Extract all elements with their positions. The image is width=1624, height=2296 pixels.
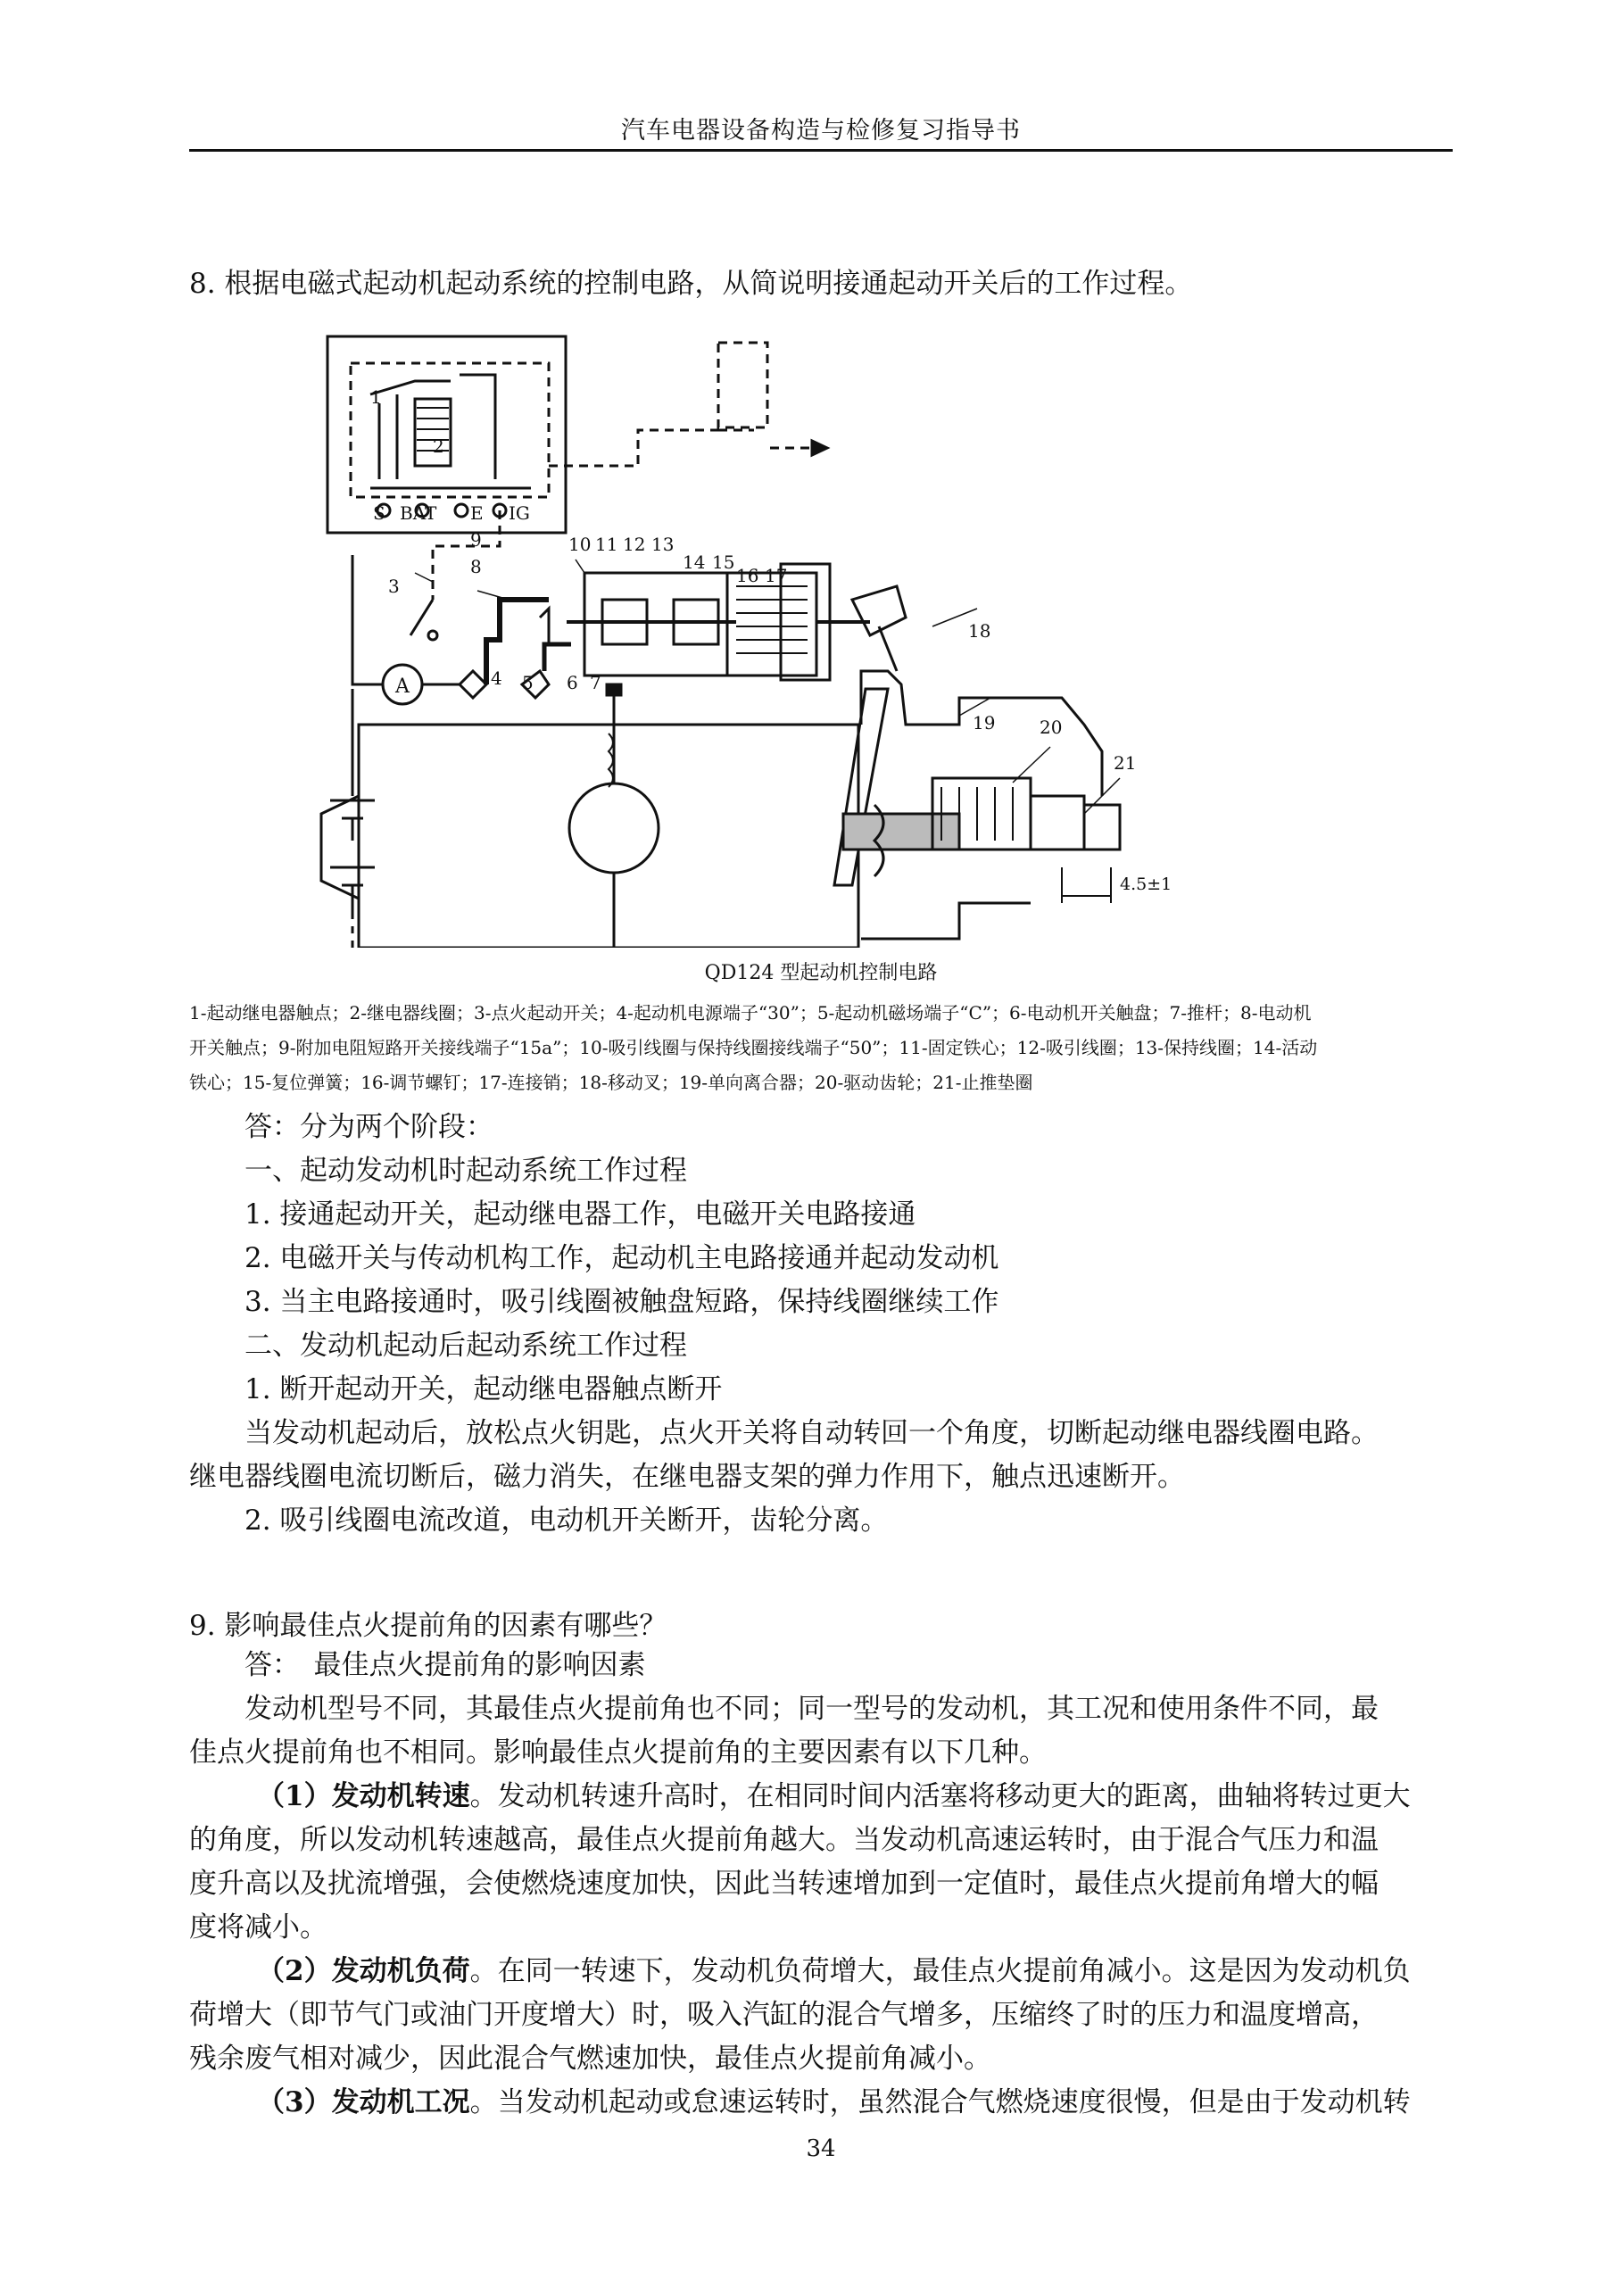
part-label-20: 20 [1040,717,1063,738]
part-label-10: 10 [568,534,592,555]
factor-1-label: （1）发动机转速 [257,1780,470,1812]
answer-line: 继电器线圈电流切断后，磁力消失，在继电器支架的弹力作用下，触点迅速断开。 [189,1461,1185,1493]
terminal-label-e: E [470,502,484,524]
header-rule [189,149,1453,152]
factor-3-line: （3）发动机工况。当发动机起动或怠速运转时，虽然混合气燃烧速度很慢，但是由于发动机转 [257,2086,1411,2118]
answer-line: 答：分为两个阶段： [244,1111,493,1143]
part-label-16: 16 [736,565,759,586]
answer-line: 2. 电磁开关与传动机构工作，起动机主电路接通并起动发动机 [244,1242,999,1274]
answer-line: 荷增大（即节气门或油门开度增大）时，吸入汽缸的混合气增多，压缩终了时的压力和温度增高， [189,1999,1379,2031]
legend-line: 铁心；15-复位弹簧；16-调节螺钉；17-连接销；18-移动叉；19-单向离合器；20-驱动齿轮；21-止推垫圈 [189,1072,1033,1093]
answer-line: 2. 吸引线圈电流改道，电动机开关断开，齿轮分离。 [244,1504,889,1537]
part-label-1: 1 [370,386,382,408]
factor-3-label: （3）发动机工况 [257,2086,470,2118]
legend-line: 1-起动继电器触点；2-继电器线圈；3-点火起动开关；4-起动机电源端子“30”；5-起动机磁场端子“C”；6-电动机开关触盘；7-推杆；8-电动机 [189,1002,1312,1024]
terminal-label-ig: IG [509,502,530,524]
part-label-13: 13 [651,534,675,555]
part-label-3: 3 [388,576,400,597]
answer-head: 答： 最佳点火提前角的影响因素 [244,1649,646,1681]
factor-1-line: （1）发动机转速。发动机转速升高时，在相同时间内活塞将移动更大的距离，曲轴将转过更大 [257,1780,1411,1812]
part-label-11: 11 [595,534,618,555]
part-label-12: 12 [623,534,646,555]
part-label-21: 21 [1114,752,1137,774]
answer-line: 的角度，所以发动机转速越高，最佳点火提前角越大。当发动机高速运转时，由于混合气压力和温 [189,1824,1379,1856]
part-label-18: 18 [968,620,991,642]
part-label-14: 14 [683,551,706,573]
answer-line: 佳点火提前角也不相同。影响最佳点火提前角的主要因素有以下几种。 [189,1737,1047,1769]
legend-line: 开关触点；9-附加电阻短路开关接线端子“15a”；10-吸引线圈与保持线圈接线端子“50”；11-固定铁心；12-吸引线圈；13-保持线圈；14-活动 [189,1037,1318,1058]
answer-line: 当发动机起动后，放松点火钥匙，点火开关将自动转回一个角度，切断起动继电器线圈电路。 [244,1417,1379,1449]
ammeter-label: A [395,676,410,698]
answer-line: 度将减小。 [189,1911,327,1944]
part-label-19: 19 [973,712,996,734]
part-label-17: 17 [765,565,788,586]
part-label-4: 4 [491,667,502,689]
part-label-2: 2 [433,435,444,457]
question-8: 8. 根据电磁式起动机起动系统的控制电路，从简说明接通起动开关后的工作过程。 [189,268,1193,300]
factor-2-line: （2）发动机负荷。在同一转速下，发动机负荷增大，最佳点火提前角减小。这是因为发动机负 [257,1955,1411,1987]
question-9: 9. 影响最佳点火提前角的因素有哪些？ [189,1610,667,1642]
answer-line: 1. 接通起动开关，起动继电器工作，电磁开关电路接通 [244,1198,916,1231]
answer-line: 残余废气相对减少，因此混合气燃速加快，最佳点火提前角减小。 [189,2043,991,2075]
part-label-7: 7 [590,672,601,693]
answer-line: 二、发动机起动后起动系统工作过程 [244,1330,687,1362]
part-label-9: 9 [470,529,482,551]
part-label-6: 6 [567,672,578,693]
part-label-8: 8 [470,556,482,577]
starter-control-circuit-diagram [317,332,1218,948]
figure-caption: QD124 型起动机控制电路 [704,962,938,984]
part-label-15: 15 [712,551,735,573]
terminal-label-s: S [373,502,385,524]
answer-line: 1. 断开起动开关，起动继电器触点断开 [244,1373,723,1405]
answer-line: 一、起动发动机时起动系统工作过程 [244,1155,687,1187]
answer-8 [189,1107,1453,1545]
dimension-label: 4.5±1 [1120,874,1172,894]
terminal-label-bat: BAT [400,502,437,524]
answer-9 [189,1645,1453,2126]
answer-line: 3. 当主电路接通时，吸引线圈被触盘短路，保持线圈继续工作 [244,1286,999,1318]
part-label-5: 5 [522,672,534,693]
factor-2-label: （2）发动机负荷 [257,1955,470,1987]
answer-line: 度升高以及扰流增强，会使燃烧速度加快，因此当转速增加到一定值时，最佳点火提前角增大的幅 [189,1868,1379,1900]
answer-line: 发动机型号不同，其最佳点火提前角也不同；同一型号的发动机，其工况和使用条件不同，最 [244,1693,1379,1725]
page-number: 34 [806,2135,836,2162]
figure-legend [189,996,1453,1100]
running-header: 汽车电器设备构造与检修复习指导书 [621,117,1021,145]
